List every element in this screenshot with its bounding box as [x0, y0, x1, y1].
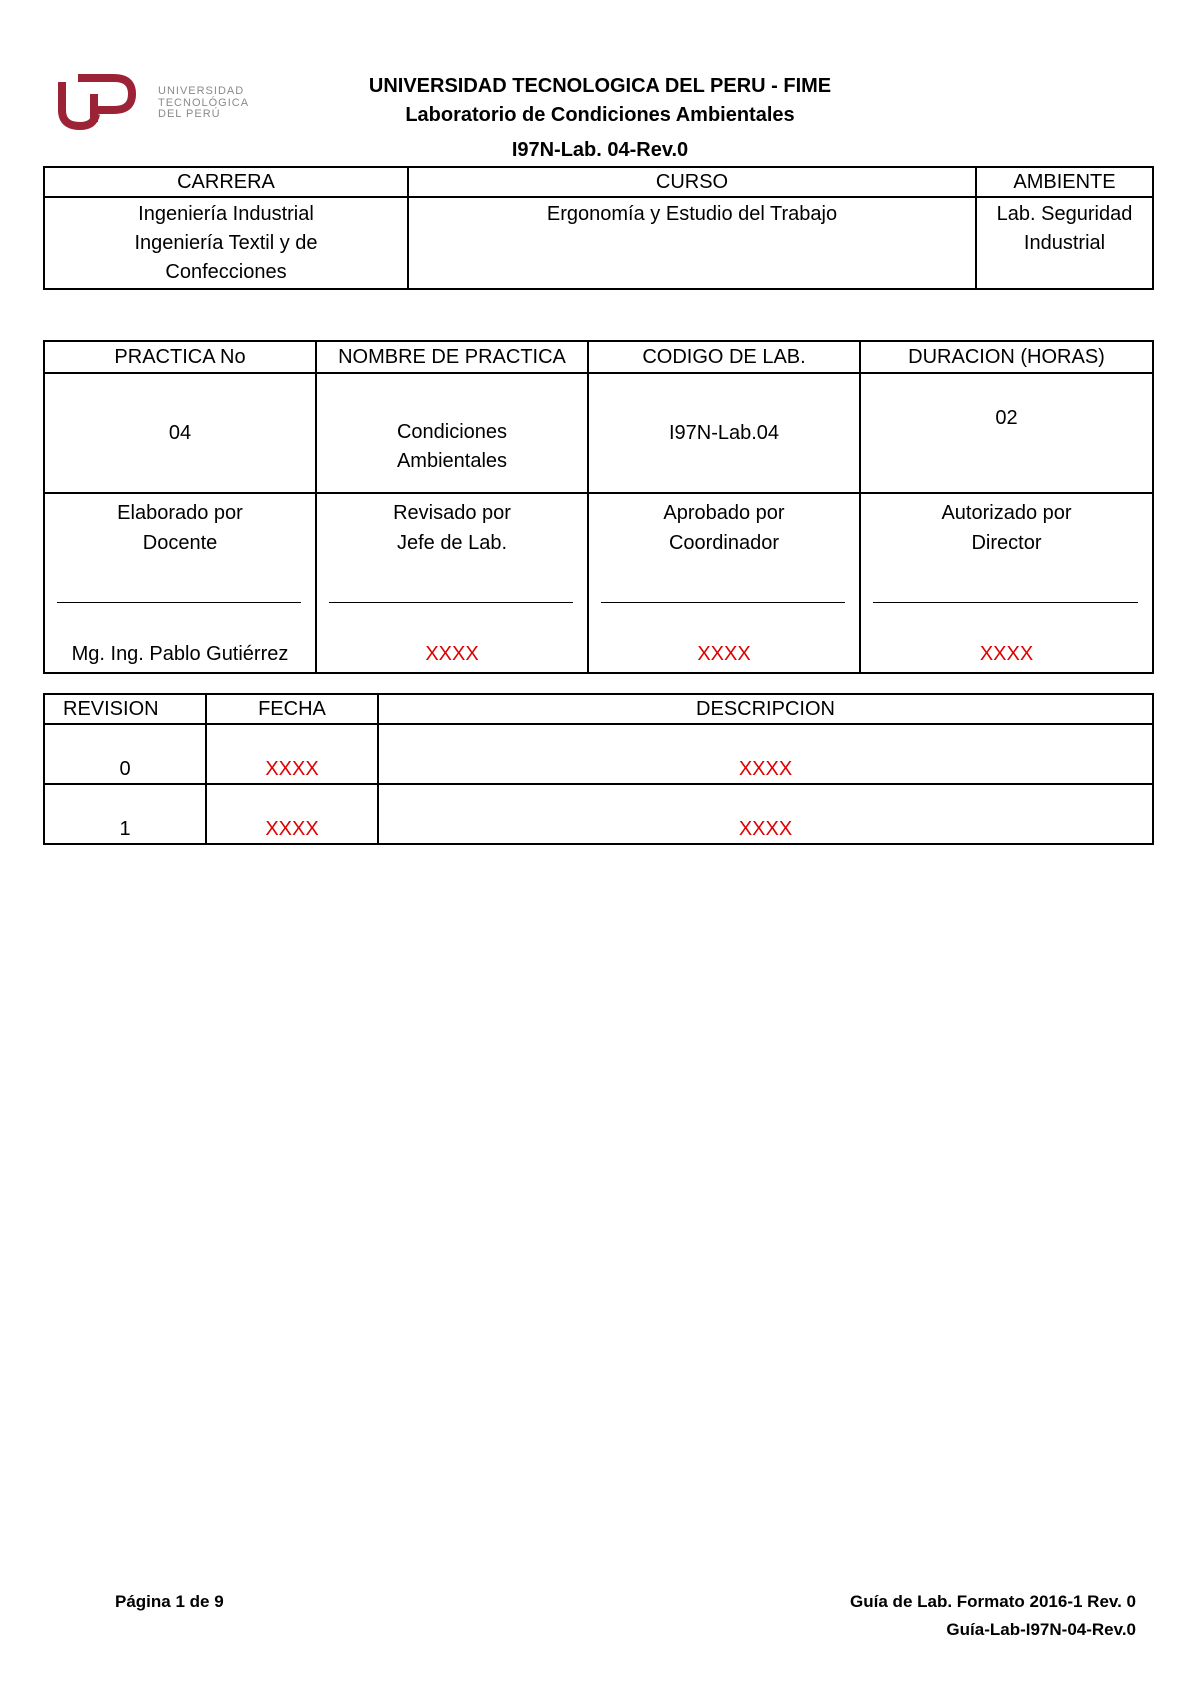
- ambiente-header: AMBIENTE: [976, 167, 1153, 197]
- revision-number: 1: [44, 784, 206, 844]
- course-info-table: [43, 166, 1154, 290]
- nombre-line: Ambientales: [396, 450, 508, 472]
- signature-autorizado: [860, 493, 1153, 673]
- signature-aprobado: [588, 493, 860, 673]
- logo-line-2: TECNOLÓGICA: [158, 96, 250, 109]
- curso-cell: [408, 197, 976, 289]
- signature-role: Docente: [142, 532, 218, 554]
- duracion-header: DURACION (HORAS): [860, 341, 1153, 373]
- signature-line: [873, 602, 1138, 603]
- signature-role: Jefe de Lab.: [396, 532, 508, 554]
- curso-header: CURSO: [408, 167, 976, 197]
- signature-revisado: [316, 493, 588, 673]
- ambiente-line: Lab. Seguridad: [996, 203, 1133, 225]
- revision-number: 0: [44, 724, 206, 784]
- codigo-lab-value: I97N-Lab.04: [588, 373, 860, 493]
- format-label: Guía de Lab. Formato 2016-1 Rev. 0: [850, 1592, 1136, 1611]
- carrera-line: Confecciones: [165, 261, 287, 283]
- carrera-line: Ingeniería Industrial: [138, 203, 314, 225]
- revision-header: REVISION: [44, 694, 206, 724]
- curso-value: Ergonomía y Estudio del Trabajo: [546, 203, 838, 225]
- revision-description: XXXX: [378, 724, 1153, 784]
- signature-name: Mg. Ing. Pablo Gutiérrez: [71, 643, 289, 665]
- logo-line-3: DEL PERÚ: [158, 108, 221, 120]
- logo-line-1: UNIVERSIDAD: [158, 85, 245, 97]
- revision-description: XXXX: [378, 784, 1153, 844]
- signature-line: [601, 602, 845, 603]
- fecha-header: FECHA: [206, 694, 378, 724]
- table-row: [44, 724, 1153, 784]
- signature-role: Director: [971, 532, 1042, 554]
- signature-line: [57, 602, 301, 603]
- signature-line: [329, 602, 573, 603]
- carrera-line: Ingeniería Textil y de: [134, 232, 318, 254]
- signature-name: XXXX: [979, 643, 1034, 665]
- practice-info-table: [43, 340, 1154, 674]
- signature-role: Coordinador: [668, 532, 780, 554]
- practica-no-value: 04: [44, 373, 316, 493]
- table-row: [44, 784, 1153, 844]
- duracion-value: 02: [860, 373, 1153, 493]
- document-code: I97N-Lab. 04-Rev.0: [511, 139, 689, 161]
- carrera-cell: [44, 197, 408, 289]
- signature-action: Autorizado por: [941, 502, 1072, 524]
- practica-no-header: PRACTICA No: [44, 341, 316, 373]
- ambiente-line: Industrial: [1023, 232, 1106, 254]
- document-title: UNIVERSIDAD TECNOLOGICA DEL PERU - FIME: [368, 75, 832, 97]
- carrera-header: CARRERA: [44, 167, 408, 197]
- codigo-lab-header: CODIGO DE LAB.: [588, 341, 860, 373]
- ambiente-cell: [976, 197, 1153, 289]
- revision-date: XXXX: [206, 784, 378, 844]
- signature-action: Aprobado por: [663, 502, 785, 524]
- signature-elaborado: [44, 493, 316, 673]
- document-subtitle: Laboratorio de Condiciones Ambientales: [405, 104, 795, 126]
- signature-action: Revisado por: [393, 502, 511, 524]
- signature-name: XXXX: [425, 643, 479, 665]
- nombre-practica-header: NOMBRE DE PRACTICA: [316, 341, 588, 373]
- signature-name: XXXX: [697, 643, 751, 665]
- signature-action: Elaborado por: [117, 502, 243, 524]
- page-number: Página 1 de 9: [115, 1592, 224, 1611]
- document-id: Guía-Lab-I97N-04-Rev.0: [946, 1620, 1136, 1639]
- nombre-practica-cell: [316, 373, 588, 493]
- revision-table: [43, 693, 1154, 845]
- revision-date: XXXX: [206, 724, 378, 784]
- nombre-line: Condiciones: [396, 421, 508, 443]
- descripcion-header: DESCRIPCION: [378, 694, 1153, 724]
